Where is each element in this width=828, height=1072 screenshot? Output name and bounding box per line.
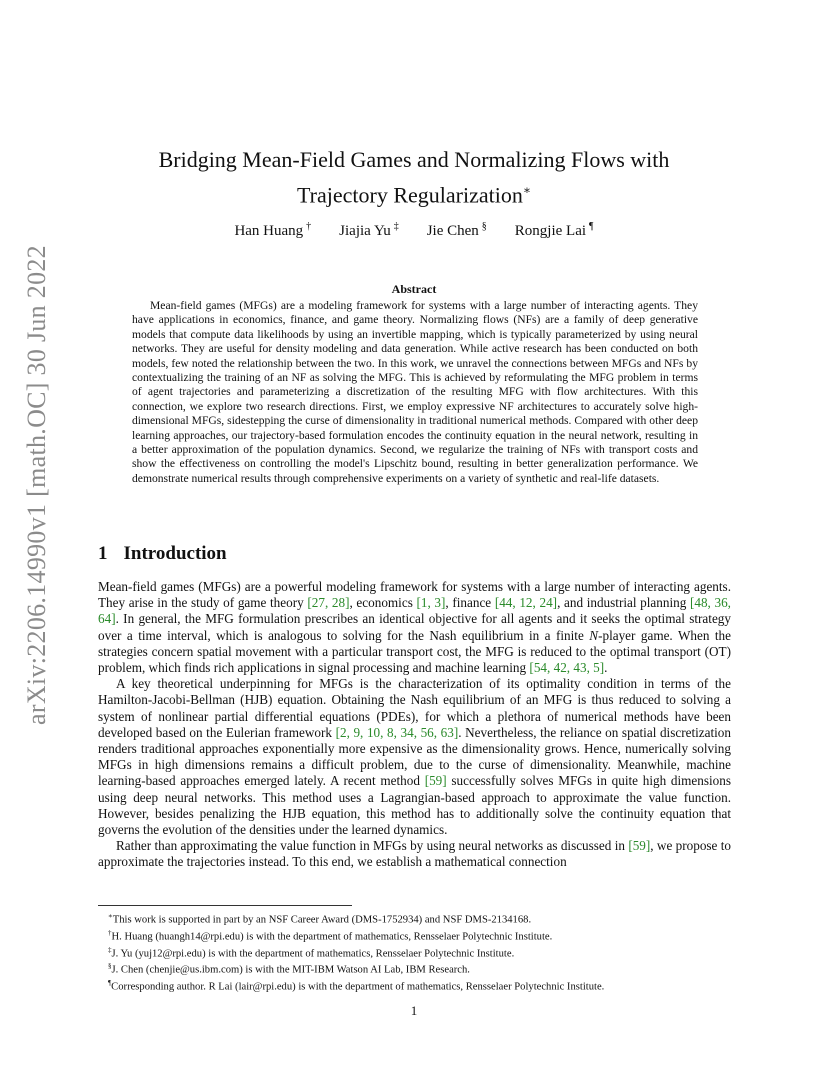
author	[234, 221, 311, 240]
author-list	[100, 221, 728, 240]
section-heading	[98, 543, 227, 565]
footnote-text: J. Yu (yuj12@rpi.edu) is with the department of mathematics, Rensselaer Polytechnic Institute.	[111, 948, 515, 960]
section-title: Introduction	[123, 543, 227, 564]
author	[339, 221, 399, 240]
author-name: Jie Chen	[426, 223, 479, 239]
text-run: , we propose to approximate the trajectories instead. To this end, we establish a mathematical connection	[98, 838, 731, 870]
paragraph	[98, 579, 731, 676]
author-name: Rongjie Lai	[514, 223, 587, 239]
citation-link[interactable]: [59]	[424, 773, 447, 789]
paragraph	[98, 838, 731, 870]
citation-link[interactable]: [59]	[628, 838, 651, 854]
paper-title	[100, 145, 728, 210]
footnote	[108, 927, 728, 944]
text-run: successfully solves MFGs in quite high dimensions using deep neural networks. This method uses a Lagrangian-based approach to approximate the value function. However, besides penalizing the HJB equation, this method has to additionally solve the continuity equation that governs the evolution of the densities under the learned dynamics.	[98, 773, 731, 838]
citation-link[interactable]: [54, 42, 43, 5]	[529, 660, 605, 676]
text-run: , finance	[445, 595, 495, 611]
footnote-mark: ‡	[108, 945, 112, 954]
paragraph	[98, 676, 731, 838]
author	[427, 221, 487, 240]
title-line-2-text: Trajectory Regularization	[297, 182, 523, 208]
author	[515, 221, 594, 240]
footnote	[108, 910, 728, 927]
footnote-mark: †	[108, 928, 112, 937]
author-mark: †	[306, 221, 312, 232]
footnote	[108, 977, 728, 994]
footnotes	[108, 910, 728, 994]
text-run: .	[604, 660, 608, 676]
footnote-text: This work is supported in part by an NSF Career Award (DMS-1752934) and NSF DMS-2134168.	[112, 914, 532, 926]
abstract-heading: Abstract	[391, 282, 437, 296]
text-run: -player game. When the strategies concern spatial movement with a particular transport cost, the MFG is reduced to the optimal transport (OT) problem, which finds rich applications in signal processing and machine learning	[98, 627, 732, 676]
text-run: Mean-field games (MFGs) are a powerful modeling framework for systems with a large number of interacting agents. They arise in the study of game theory	[98, 579, 731, 611]
author-name: Han Huang	[234, 223, 304, 239]
introduction-body	[98, 579, 731, 871]
citation-link[interactable]: [44, 12, 24]	[494, 595, 558, 611]
footnote	[108, 944, 728, 961]
author-mark: ¶	[589, 221, 594, 232]
text-run: Rather than approximating the value function in MFGs by using neural networks as discussed in	[116, 838, 629, 854]
footnote	[108, 960, 728, 977]
footnote-text: H. Huang (huangh14@rpi.edu) is with the department of mathematics, Rensselaer Polytechnic Institute.	[111, 931, 553, 943]
text-run: . In general, the MFG formulation prescribes an identical objective for all agents and it seeks the optimal strategy over a time interval, which is analogous to solving for the Nash equilibrium in a finite	[98, 611, 731, 643]
title-line-1: Bridging Mean-Field Games and Normalizing Flows with	[158, 147, 670, 172]
footnote-text: J. Chen (chenjie@us.ibm.com) is with the MIT-IBM Watson AI Lab, IBM Research.	[111, 965, 470, 977]
title-footnote-mark: ∗	[522, 183, 531, 197]
citation-link[interactable]: [27, 28]	[307, 595, 350, 611]
page-number: 1	[410, 1003, 418, 1018]
math-symbol: N	[589, 627, 599, 643]
text-run: , economics	[349, 595, 417, 611]
arxiv-identifier: arXiv:2206.14990v1 [math.OC] 30 Jun 2022	[22, 245, 51, 725]
abstract-body: Mean-field games (MFGs) are a modeling framework for systems with a large number of interacting agents. They have applications in economics, finance, and game theory. Normalizing flows (NFs) are a family of deep generative models that compute data likelihoods by using an invertible mapping, which is typically parameterized by using neural networks. They are useful for density modeling and data generation. While active research has been conducted on both models, few noted the relationship between the two. In this work, we unravel the connections between MFGs and NFs by contextualizing the training of an NF as solving the MFG. This is achieved by reformulating the MFG problem in terms of agent trajectories and parameterizing a discretization of the resulting MFG with flow architectures. With this connection, we explore two research directions. First, we employ expressive NF architectures to accurately solve high-dimensional MFGs, sidestepping the curse of dimensionality in traditional numerical methods. Compared with other deep learning approaches, our trajectory-based formulation encodes the continuity equation in the neural network, resulting in a better approximation of the population dynamics. Second, we regularize the training of NFs with transport costs and show the effectiveness on controlling the model's Lipschitz bound, resulting in better generalization performance. We demonstrate numerical results through comprehensive experiments on a variety of synthetic and real-life datasets.	[132, 299, 698, 485]
text-run: A key theoretical underpinning for MFGs is the characterization of its optimality condition in terms of the Hamilton-Jacobi-Bellman (HJB) equation. Obtaining the Nash equilibrium of an MFG is thus reduced to solving a system of nonlinear partial differential equations (PDEs), for which a plethora of numerical methods have been developed based on the Eulerian framework	[98, 676, 731, 740]
author-mark: ‡	[393, 221, 399, 232]
author-name: Jiajia Yu	[339, 223, 391, 239]
footnote-divider	[98, 905, 352, 906]
text-run: , and industrial planning	[557, 595, 690, 611]
text-run: . Nevertheless, the reliance on spatial discretization renders traditional approaches exponentially more expensive as the dimensionality grows. Hence, numerically solving MFGs in high dimensions remains a difficult problem, due to the curse of dimensionality. Meanwhile, machine learning-based approaches emerged lately. A recent method	[98, 724, 731, 789]
citation-link[interactable]: [48, 36, 64]	[98, 595, 731, 627]
citation-link[interactable]: [1, 3]	[416, 595, 446, 611]
footnote-mark: ¶	[108, 979, 112, 988]
arxiv-sidebar	[8, 245, 66, 725]
footnote-text: Corresponding author. R Lai (lair@rpi.edu) is with the department of mathematics, Rensselaer Polytechnic Institute.	[111, 981, 605, 993]
title-line-2	[100, 175, 728, 210]
section-number: 1	[98, 543, 108, 564]
footnote-mark: §	[108, 962, 112, 971]
citation-link[interactable]: [2, 9, 10, 8, 34, 56, 63]	[335, 724, 459, 740]
footnote-mark: ∗	[108, 912, 113, 920]
author-mark: §	[481, 221, 487, 232]
